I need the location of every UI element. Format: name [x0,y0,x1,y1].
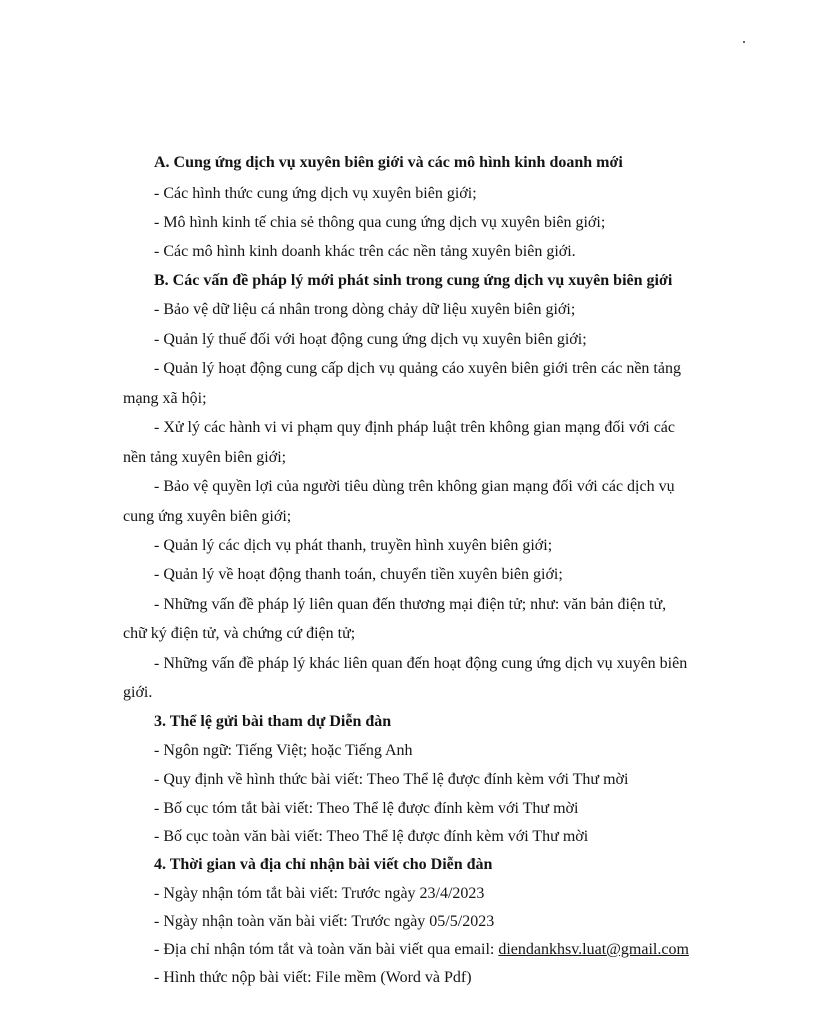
section-b-item: - Quản lý hoạt động cung cấp dịch vụ quảng cáo xuyên biên giới trên các nền tảng [154,360,681,377]
section-3-item: - Ngôn ngữ: Tiếng Việt; hoặc Tiếng Anh [154,742,413,759]
section-b-item: - Bảo vệ quyền lợi của người tiêu dùng trên không gian mạng đối với các dịch vụ [154,478,675,495]
section-b-item: - Quản lý về hoạt động thanh toán, chuyển tiền xuyên biên giới; [154,566,563,583]
section-a-item: - Các hình thức cung ứng dịch vụ xuyên biên giới; [154,185,477,202]
section-b-heading: B. Các vấn đề pháp lý mới phát sinh trong cung ứng dịch vụ xuyên biên giới [154,272,673,289]
section-b-item: - Quản lý thuế đối với hoạt động cung ứng dịch vụ xuyên biên giới; [154,331,587,348]
section-a-item: - Các mô hình kinh doanh khác trên các nền tảng xuyên biên giới. [154,243,576,260]
section-b-item-continued: nền tảng xuyên biên giới; [123,449,287,466]
section-4-item: - Ngày nhận tóm tắt bài viết: Trước ngày 23/4/2023 [154,885,485,902]
section-b-item-continued: cung ứng xuyên biên giới; [123,508,292,525]
email-label: - Địa chỉ nhận tóm tắt và toàn văn bài viết qua email: [154,941,499,958]
section-a-item: - Mô hình kinh tế chia sẻ thông qua cung ứng dịch vụ xuyên biên giới; [154,214,606,231]
section-4-item: - Hình thức nộp bài viết: File mềm (Word và Pdf) [154,969,472,986]
section-4-heading: 4. Thời gian và địa chỉ nhận bài viết cho Diễn đàn [154,856,493,873]
section-3-item: - Bố cục tóm tắt bài viết: Theo Thể lệ được đính kèm với Thư mời [154,800,579,817]
section-b-item-continued: giới. [123,684,153,701]
section-4-email-line [154,940,694,960]
section-3-item: - Bố cục toàn văn bài viết: Theo Thể lệ được đính kèm với Thư mời [154,828,589,845]
section-a-heading: A. Cung ứng dịch vụ xuyên biên giới và các mô hình kinh doanh mới [154,154,623,171]
section-b-item-continued: mạng xã hội; [123,390,207,407]
section-b-item: - Bảo vệ dữ liệu cá nhân trong dòng chảy dữ liệu xuyên biên giới; [154,301,576,318]
section-3-heading: 3. Thể lệ gửi bài tham dự Diễn đàn [154,713,392,730]
email-link[interactable]: diendankhsv.luat@gmail.com [498,941,689,958]
section-b-item: - Những vấn đề pháp lý khác liên quan đến hoạt động cung ứng dịch vụ xuyên biên [154,655,688,672]
section-4-item: - Ngày nhận toàn văn bài viết: Trước ngày 05/5/2023 [154,913,495,930]
scan-speck [743,41,745,43]
section-b-item: - Xử lý các hành vi vi phạm quy định pháp luật trên không gian mạng đối với các [154,419,676,436]
section-b-item: - Những vấn đề pháp lý liên quan đến thương mại điện tử; như: văn bản điện tử, [154,596,667,613]
section-b-item: - Quản lý các dịch vụ phát thanh, truyền hình xuyên biên giới; [154,537,553,554]
section-b-item-continued: chữ ký điện tử, và chứng cứ điện tử; [123,625,356,642]
section-3-item: - Quy định về hình thức bài viết: Theo Thể lệ được đính kèm với Thư mời [154,771,629,788]
